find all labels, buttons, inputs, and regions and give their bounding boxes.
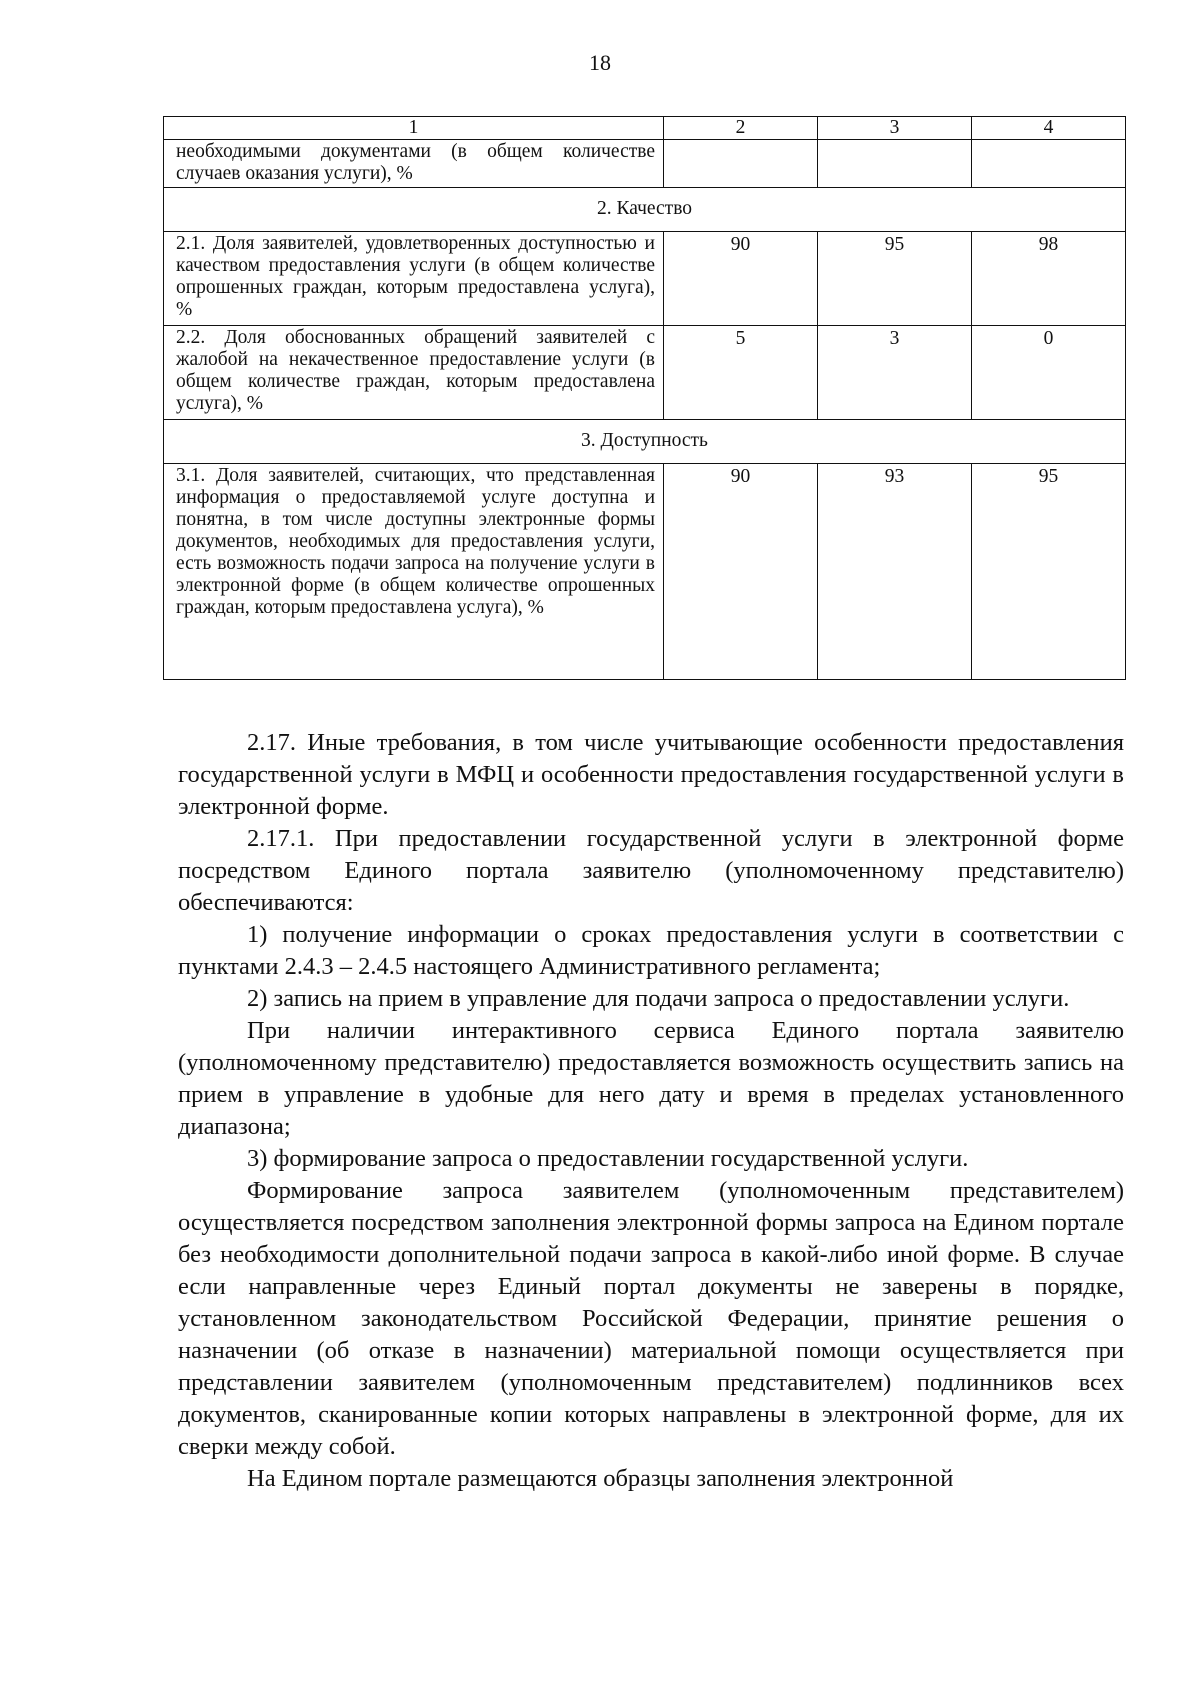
section-title: 3. Доступность (164, 420, 1126, 464)
row-value: 95 (972, 464, 1126, 680)
row-description: 2.1. Доля заявителей, удовлетворенных доступностью и качеством предоставления услуги (в общем количестве опрошенных граждан, которым предоставлена услуга), % (164, 232, 664, 326)
column-number-1: 1 (164, 117, 664, 140)
section-title: 2. Качество (164, 188, 1126, 232)
table-row (164, 232, 1126, 326)
paragraph-samples: На Едином портале размещаются образцы заполнения электронной (247, 1465, 954, 1492)
table-row-continued (164, 140, 1126, 188)
row-value (818, 140, 972, 188)
row-description: необходимыми документами (в общем количестве случаев оказания услуги), % (164, 140, 664, 188)
indicators-table (163, 116, 1126, 680)
row-value: 95 (818, 232, 972, 326)
row-value: 98 (972, 232, 1126, 326)
column-number-4: 4 (972, 117, 1126, 140)
list-item-1: 1) получение информации о сроках предоставления услуги в соответствии с пунктами 2.4.3 – 2.4.5 настоящего Административного регламента; (178, 921, 1124, 980)
column-number-2: 2 (664, 117, 818, 140)
column-number-3: 3 (818, 117, 972, 140)
list-item-2: 2) запись на прием в управление для подачи запроса о предоставлении услуги. (247, 985, 1070, 1012)
row-value: 0 (972, 326, 1126, 420)
section-header-quality (164, 188, 1126, 232)
section-header-accessibility (164, 420, 1126, 464)
paragraph-2-17-1: 2.17.1. При предоставлении государственной услуги в электронной форме посредством Единого портала заявителю (уполномоченному представителю) обеспечиваются: (178, 825, 1124, 916)
table-row (164, 326, 1126, 420)
paragraph-request-formation: Формирование запроса заявителем (уполномоченным представителем) осуществляется посредством заполнения электронной формы запроса на Едином портале без необходимости дополнительной подачи запроса в какой-либо иной форме. В случае если направленные через Единый портал документы не заверены в порядке, установленном законодательством Российской Федерации, принятие решения о назначении (об отказе в назначении) материальной помощи осуществляется при представлении заявителем (уполномоченным представителем) подлинников всех документов, сканированные копии которых направлены в электронной форме, для их сверки между собой. (178, 1177, 1124, 1460)
row-value: 93 (818, 464, 972, 680)
row-value (664, 140, 818, 188)
row-value: 90 (664, 464, 818, 680)
paragraph-2-17: 2.17. Иные требования, в том числе учитывающие особенности предоставления государственной услуги в МФЦ и особенности предоставления государственной услуги в электронной форме. (178, 729, 1124, 820)
list-item-3: 3) формирование запроса о предоставлении государственной услуги. (247, 1145, 969, 1172)
table-row (164, 464, 1126, 680)
table-header-row (164, 117, 1126, 140)
row-description: 3.1. Доля заявителей, считающих, что представленная информация о предоставляемой услуге доступна и понятна, в том числе доступны электронные формы документов, необходимых для предоставления услуги, есть возможность подачи запроса на получение услуги в электронной форме (в общем количестве опрошенных граждан, которым предоставлена услуга), % (164, 464, 664, 680)
row-value: 90 (664, 232, 818, 326)
body-text (178, 727, 1124, 1495)
row-description: 2.2. Доля обоснованных обращений заявителей с жалобой на некачественное предоставление услуги (в общем количестве граждан, которым предоставлена услуга), % (164, 326, 664, 420)
row-value: 3 (818, 326, 972, 420)
page-number: 18 (589, 50, 611, 75)
row-value (972, 140, 1126, 188)
paragraph-interactive-service: При наличии интерактивного сервиса Единого портала заявителю (уполномоченному представителю) предоставляется возможность осуществить запись на прием в управление в удобные для него дату и время в пределах установленного диапазона; (178, 1017, 1124, 1140)
row-value: 5 (664, 326, 818, 420)
